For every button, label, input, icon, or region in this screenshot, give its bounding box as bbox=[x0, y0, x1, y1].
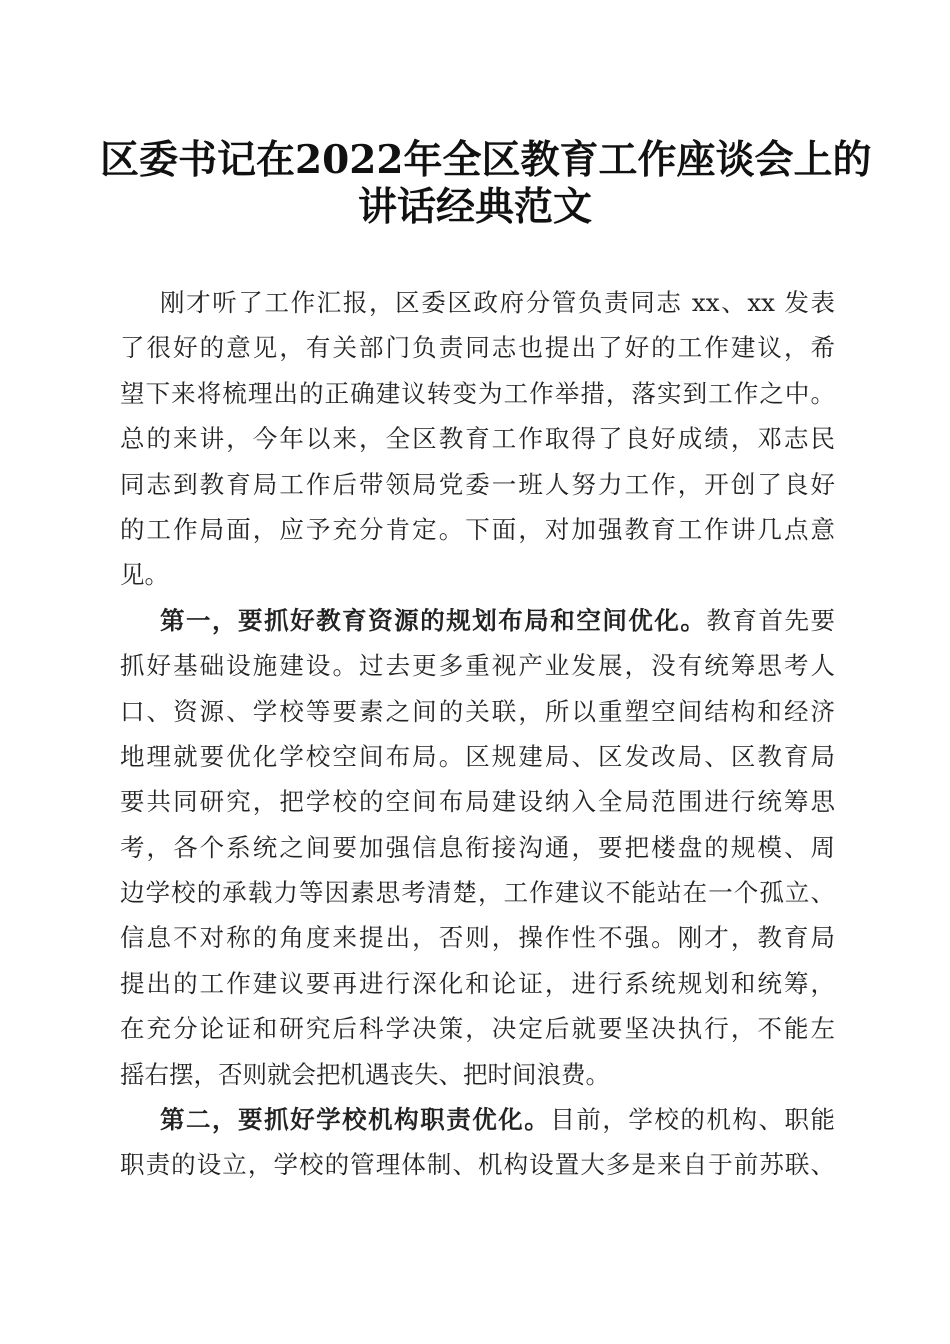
paragraph-first-line bbox=[120, 598, 835, 643]
paragraph-intro bbox=[120, 280, 835, 598]
paragraph-line: 边学校的承载力等因素思考清楚，工作建议不能站在一个孤立、 bbox=[120, 878, 835, 908]
paragraph-line: 提出的工作建议要再进行深化和论证，进行系统规划和统筹， bbox=[120, 968, 835, 998]
paragraph-line: 要共同研究，把学校的空间布局建设纳入全局范围进行统筹思 bbox=[120, 787, 835, 817]
paragraph-line: 摇右摆，否则就会把机遇丧失、把时间浪费。 bbox=[120, 1059, 610, 1089]
document-title-line-2: 讲话经典范文 bbox=[357, 184, 592, 230]
paragraph-line: 在充分论证和研究后科学决策，决定后就要坚决执行，不能左 bbox=[120, 1014, 835, 1044]
paragraph-second-point bbox=[120, 1097, 835, 1188]
section-heading-first: 第一，要抓好教育资源的规划布局和空间优化。 bbox=[160, 605, 707, 635]
paragraph-line: 同志到教育局工作后带领局党委一班人努力工作，开创了良好 bbox=[120, 469, 835, 499]
paragraph-first-point bbox=[120, 598, 835, 1097]
section-heading-second: 第二，要抓好学校机构职责优化。 bbox=[160, 1105, 551, 1135]
document-title-line-1: 区委书记在2022年全区教育工作座谈会上的 bbox=[100, 137, 872, 183]
paragraph-line-rest: 目前，学校的机构、职能 bbox=[550, 1105, 836, 1135]
paragraph-line: 望下来将梳理出的正确建议转变为工作举措，落实到工作之中。 bbox=[120, 378, 835, 408]
paragraph-line: 的工作局面，应予充分肯定。下面，对加强教育工作讲几点意 bbox=[120, 514, 835, 544]
paragraph-line: 考，各个系统之间要加强信息衔接沟通，要把楼盘的规模、周 bbox=[120, 832, 835, 862]
paragraph-line: 刚才听了工作汇报，区委区政府分管负责同志 xx、xx 发表 bbox=[160, 288, 835, 317]
paragraph-line: 口、资源、学校等要素之间的关联，所以重塑空间结构和经济 bbox=[120, 696, 835, 726]
paragraph-line: 抓好基础设施建设。过去更多重视产业发展，没有统筹思考人 bbox=[120, 651, 835, 681]
paragraph-line: 见。 bbox=[120, 560, 169, 590]
paragraph-line: 职责的设立，学校的管理体制、机构设置大多是来自于前苏联、 bbox=[120, 1150, 835, 1180]
paragraph-line-rest: 教育首先要 bbox=[706, 605, 836, 635]
document-body bbox=[120, 280, 835, 1188]
paragraph-line: 总的来讲，今年以来，全区教育工作取得了良好成绩，邓志民 bbox=[120, 424, 835, 454]
paragraph-line: 地理就要优化学校空间布局。区规建局、区发改局、区教育局 bbox=[120, 741, 835, 771]
paragraph-first-line bbox=[120, 1097, 835, 1142]
paragraph-line: 信息不对称的角度来提出，否则，操作性不强。刚才，教育局 bbox=[120, 923, 835, 953]
paragraph-line: 了很好的意见，有关部门负责同志也提出了好的工作建议，希 bbox=[120, 333, 835, 363]
